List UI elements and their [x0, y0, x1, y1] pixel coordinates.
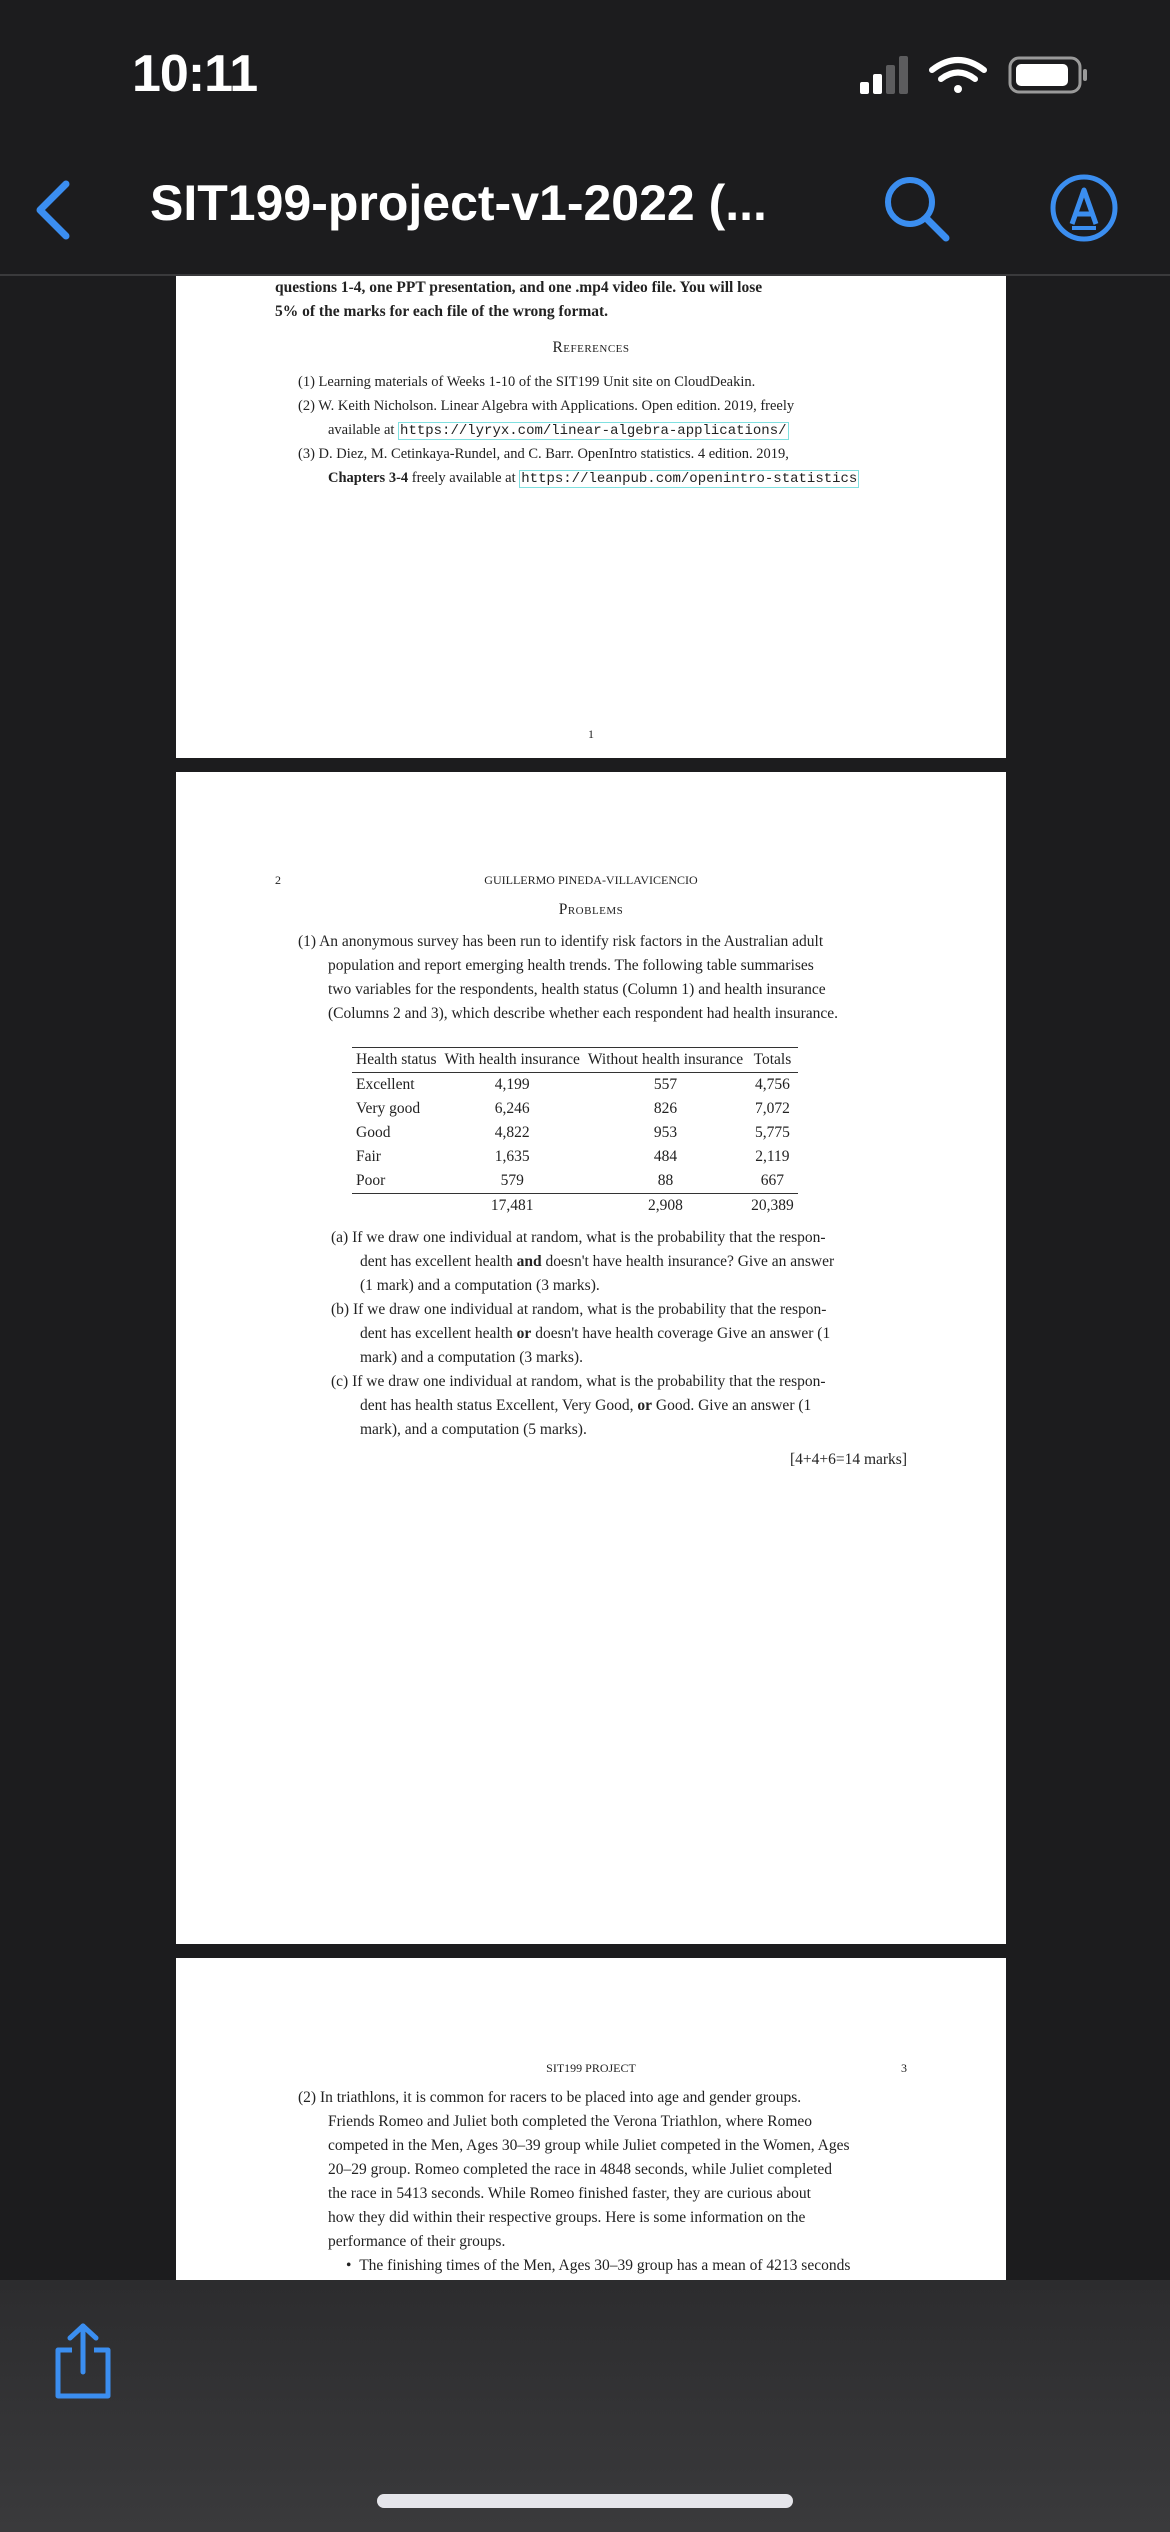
table-row: Very good 6,246 826 7,072 [356, 1100, 790, 1117]
cellular-signal-icon [860, 56, 908, 94]
table-header: With health insurance [441, 1048, 584, 1073]
question-text: two variables for the respondents, health status (Column 1) and health insurance [328, 981, 826, 998]
page-number: 1 [588, 727, 594, 741]
search-icon[interactable] [882, 174, 950, 242]
pdf-viewer[interactable] [0, 276, 1170, 2280]
table-header-row [352, 1048, 798, 1073]
subquestion-c: (c) If we draw one individual at random, what is the probability that the respon- [331, 1373, 826, 1390]
table-row: Good 4,822 953 5,775 [356, 1124, 790, 1141]
status-icons [860, 54, 1090, 98]
reference-item: (1) Learning materials of Weeks 1-10 of the SIT199 Unit site on CloudDeakin. [298, 374, 756, 390]
question-text: 20–29 group. Romeo completed the race in 4848 seconds, while Juliet completed [328, 2161, 833, 2178]
navigation-bar [0, 140, 1170, 276]
health-insurance-table [352, 1047, 798, 1218]
back-chevron-icon[interactable] [26, 178, 82, 242]
table-row: Fair 1,635 484 2,119 [356, 1148, 790, 1165]
table-row: Excellent 4,199 557 4,756 [356, 1076, 790, 1093]
reference-link[interactable]: https://lyryx.com/linear-algebra-applications/ [400, 423, 787, 439]
subquestion-a-line: (1 mark) and a computation (3 marks). [360, 1277, 600, 1294]
question-text: how they did within their respective groups. Here is some information on the [328, 2209, 806, 2226]
page-number: 2 [275, 873, 281, 887]
table-totals-row: 17,481 2,908 20,389 [352, 1194, 798, 1219]
reference-item-continued: available at https://lyryx.com/linear-algebra-applications/ [328, 422, 787, 439]
subquestion-b-line: dent has excellent health or doesn't have health coverage Give an answer (1 [360, 1325, 831, 1342]
marks-total: [4+4+6=14 marks] [789, 1451, 907, 1468]
share-icon[interactable] [52, 2322, 114, 2400]
reference-item: (3) D. Diez, M. Cetinkaya-Rundel, and C. Barr. OpenIntro statistics. 4 edition. 2019, [298, 446, 789, 462]
question-text: competed in the Men, Ages 30–39 group while Juliet competed in the Women, Ages [328, 2137, 850, 2154]
subquestion-c-line: mark), and a computation (5 marks). [360, 1421, 587, 1438]
running-header: SIT199 PROJECT [546, 2061, 636, 2075]
reference-item: (2) W. Keith Nicholson. Linear Algebra with Applications. Open edition. 2019, freely [298, 398, 795, 414]
question-text: population and report emerging health trends. The following table summarises [328, 957, 814, 974]
running-header: GUILLERMO PINEDA-VILLAVICENCIO [484, 873, 698, 887]
status-time: 10:11 [132, 45, 258, 103]
question-text: the race in 5413 seconds. While Romeo finished faster, they are curious about [328, 2185, 811, 2202]
problems-heading: Problems [558, 901, 624, 918]
status-bar [0, 0, 1170, 140]
text-line: 5% of the marks for each file of the wrong format. [275, 303, 609, 320]
reference-link[interactable]: https://leanpub.com/openintro-statistics [521, 471, 858, 487]
table-header: Totals [747, 1048, 798, 1073]
table-header: Without health insurance [584, 1048, 747, 1073]
reference-item-continued: Chapters 3-4 freely available at https://leanpub.com/openintro-statistics [328, 470, 858, 487]
subquestion-c-line: dent has health status Excellent, Very Good, or Good. Give an answer (1 [360, 1397, 812, 1414]
bullet-item: • The finishing times of the Men, Ages 30–39 group has a mean of 4213 seconds [346, 2257, 851, 2274]
markup-pen-icon[interactable] [1050, 174, 1118, 242]
subquestion-a: (a) If we draw one individual at random, what is the probability that the respon- [331, 1229, 826, 1246]
page-number: 3 [901, 2061, 907, 2075]
wifi-icon [932, 60, 984, 93]
document-title: SIT199-project-v1-2022 (... [150, 175, 767, 231]
pdf-page-2 [176, 772, 1006, 1944]
home-indicator[interactable] [377, 2494, 793, 2508]
table-row: Poor 579 88 667 [356, 1172, 785, 1189]
question-text: (2) In triathlons, it is common for racers to be placed into age and gender groups. [298, 2089, 802, 2106]
pdf-page-3 [176, 1958, 1006, 2280]
subquestion-a-line: dent has excellent health and doesn't have health insurance? Give an answer [360, 1253, 835, 1270]
text-line: questions 1-4, one PPT presentation, and one .mp4 video file. You will lose [275, 279, 763, 296]
pdf-page-1 [176, 276, 1006, 758]
subquestion-b: (b) If we draw one individual at random, what is the probability that the respon- [331, 1301, 827, 1318]
question-text: (Columns 2 and 3), which describe whether each respondent had health insurance. [328, 1005, 839, 1022]
battery-icon [1010, 58, 1087, 92]
subquestion-b-line: mark) and a computation (3 marks). [360, 1349, 583, 1366]
question-text: Friends Romeo and Juliet both completed the Verona Triathlon, where Romeo [328, 2113, 813, 2130]
references-heading: References [552, 339, 630, 356]
question-text: performance of their groups. [328, 2233, 506, 2250]
question-text: (1) An anonymous survey has been run to identify risk factors in the Australian adult [298, 933, 824, 950]
table-header: Health status [352, 1048, 441, 1073]
